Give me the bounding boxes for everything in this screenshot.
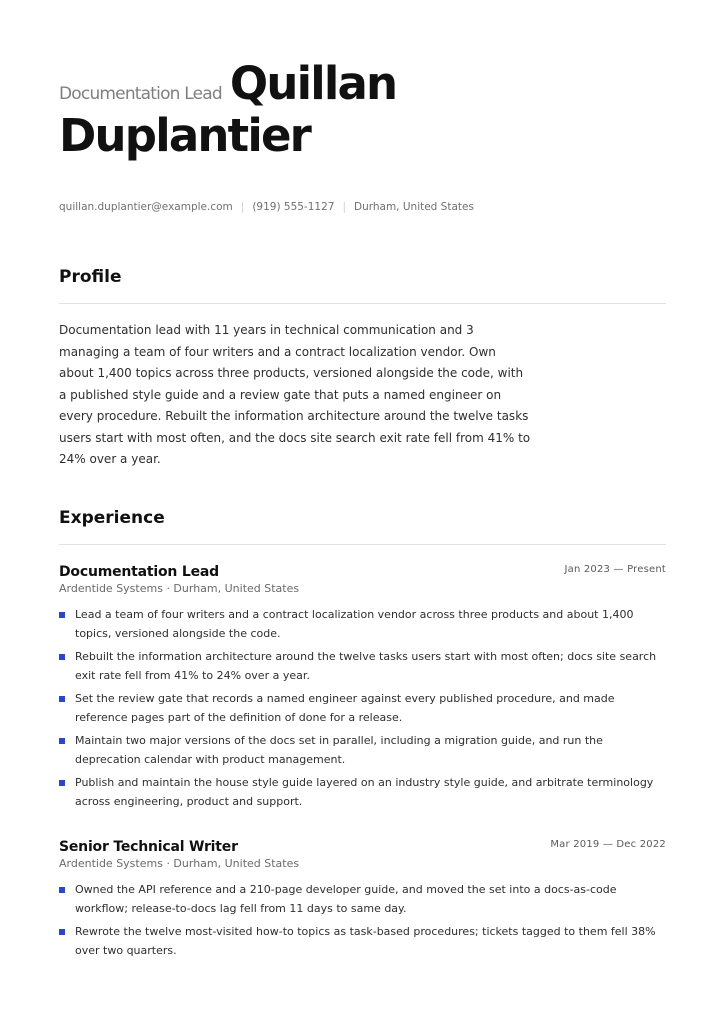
experience-divider bbox=[59, 544, 666, 545]
bullet-square-icon bbox=[59, 738, 65, 744]
bullet-text: Rewrote the twelve most-visited how-to topics as task-based procedures; tickets tagged to them fell 38% over two quarters. bbox=[75, 925, 656, 957]
job-entry bbox=[59, 836, 666, 965]
name-line bbox=[59, 58, 679, 110]
job-header bbox=[59, 561, 666, 581]
job-company: Ardentide Systems · Durham, United States bbox=[59, 857, 300, 870]
contact-separator: | bbox=[342, 201, 346, 213]
bullet-square-icon bbox=[59, 612, 65, 618]
job-dates: Mar 2019 — Dec 2022 bbox=[550, 839, 666, 850]
bullet-item bbox=[59, 732, 666, 769]
bullet-text: Set the review gate that records a named engineer against every published procedure, and made reference pages part of the definition of done for a release. bbox=[75, 692, 615, 724]
bullet-text: Lead a team of four writers and a contract localization vendor across three products and about 1,400 topics, versioned alongside the code. bbox=[75, 608, 634, 640]
contact-phone[interactable]: (919) 555-1127 bbox=[252, 201, 335, 213]
contact-line bbox=[59, 201, 474, 213]
job-bullets bbox=[59, 606, 666, 811]
bullet-square-icon bbox=[59, 696, 65, 702]
bullet-square-icon bbox=[59, 780, 65, 786]
bullet-item bbox=[59, 881, 666, 918]
bullet-item bbox=[59, 923, 666, 960]
profile-heading: Profile bbox=[59, 267, 122, 287]
last-name: Duplantier bbox=[59, 109, 311, 162]
job-dates: Jan 2023 — Present bbox=[564, 564, 666, 575]
job-title: Senior Technical Writer bbox=[59, 839, 238, 855]
bullet-square-icon bbox=[59, 929, 65, 935]
bullet-square-icon bbox=[59, 887, 65, 893]
resume-header bbox=[59, 58, 679, 162]
bullet-item bbox=[59, 648, 666, 685]
bullet-item bbox=[59, 606, 666, 643]
bullet-square-icon bbox=[59, 654, 65, 660]
bullet-item bbox=[59, 690, 666, 727]
job-role: Documentation Lead bbox=[59, 84, 222, 104]
job-entry bbox=[59, 561, 666, 816]
first-name: Quillan bbox=[229, 57, 397, 110]
job-bullets bbox=[59, 881, 666, 960]
bullet-text: Publish and maintain the house style guide layered on an industry style guide, and arbitrate terminology across engineering, product and support. bbox=[75, 776, 654, 808]
bullet-text: Owned the API reference and a 210-page developer guide, and moved the set into a docs-as-code workflow; release-to-docs lag fell from 11 days to same day. bbox=[75, 883, 617, 915]
profile-summary: Documentation lead with 11 years in technical communication and 3 managing a team of four writers and a contract localization vendor. Own about 1,400 topics across three products, versioned alongside the code, with a published style guide and a review gate that puts a named engineer on every procedure. Rebuilt the information architecture around the twelve tasks users start with most often, and the docs site search exit rate fell from 41% to 24% over a year. bbox=[59, 323, 531, 466]
contact-email[interactable]: quillan.duplantier@example.com bbox=[59, 201, 233, 213]
bullet-item bbox=[59, 774, 666, 811]
bullet-text: Maintain two major versions of the docs set in parallel, including a migration guide, and run the deprecation calendar with product management. bbox=[75, 734, 603, 766]
experience-heading: Experience bbox=[59, 508, 165, 528]
profile-divider bbox=[59, 303, 666, 304]
job-title: Documentation Lead bbox=[59, 564, 219, 580]
contact-location: Durham, United States bbox=[353, 201, 474, 213]
job-header bbox=[59, 836, 666, 856]
bullet-text: Rebuilt the information architecture around the twelve tasks users start with most often; docs site search exit rate fell from 41% to 24% over a year. bbox=[75, 650, 657, 682]
job-company: Ardentide Systems · Durham, United States bbox=[59, 582, 300, 595]
contact-separator: | bbox=[240, 201, 245, 213]
